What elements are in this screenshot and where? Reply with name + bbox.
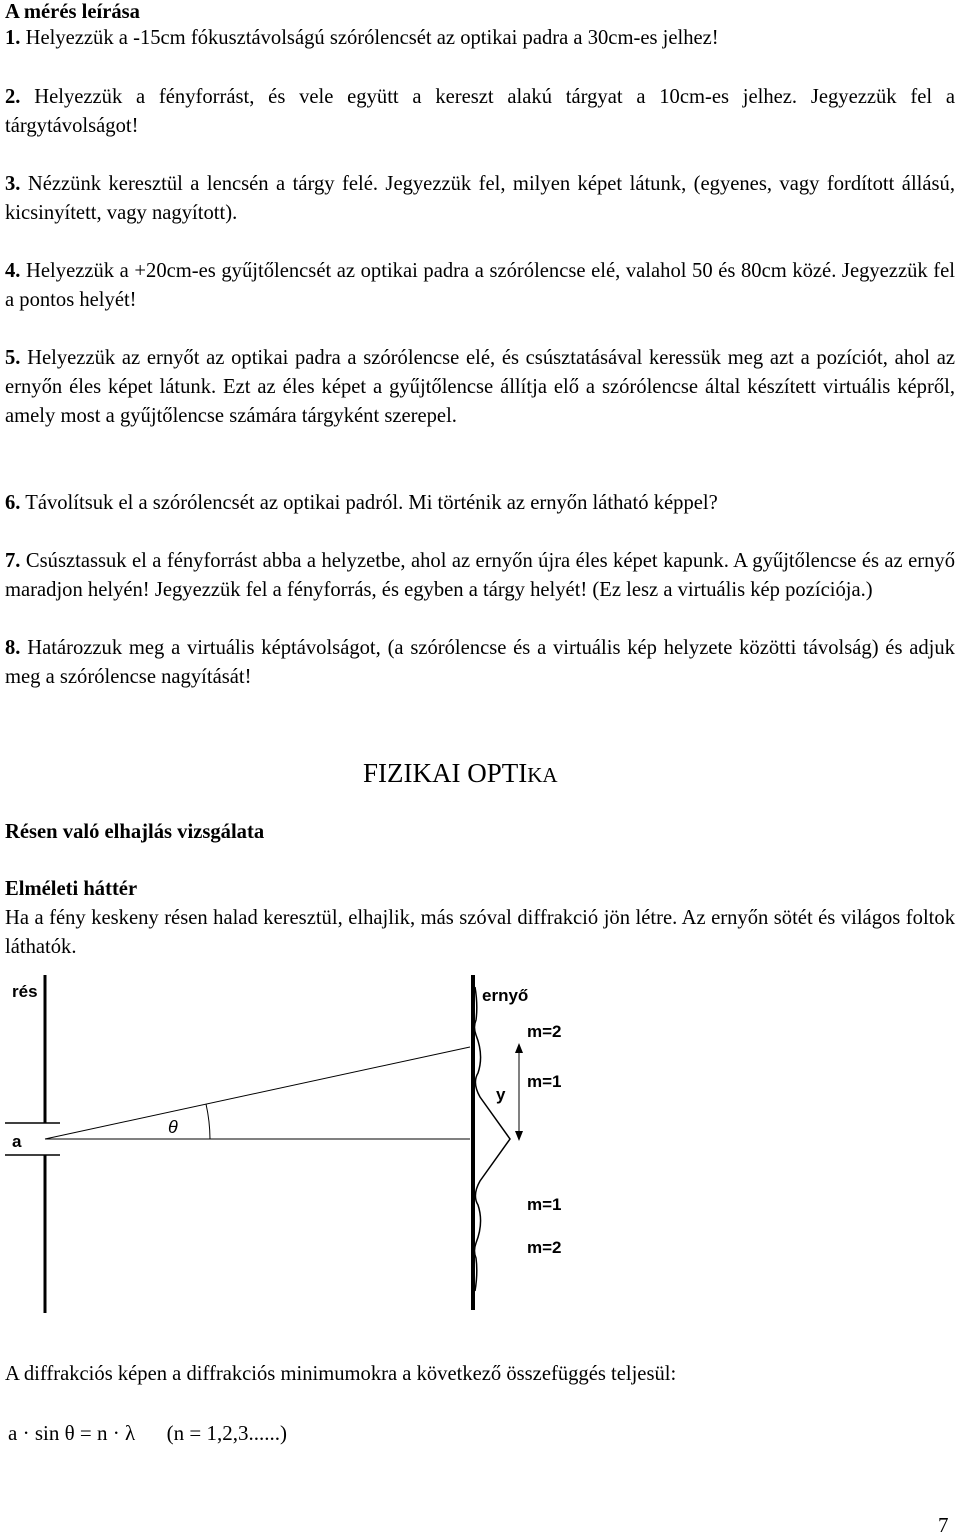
label-slit: rés [12,982,38,1001]
subsection-title: Résen való elhajlás vizsgálata [5,821,265,843]
step-text: Nézzünk keresztül a lencsén a tárgy felé. Jegyezzük fel, milyen képet látunk, (egyenes, vagy fordított állású, kicsinyített, vagy nagyított). [5,173,955,224]
y-arrow-head-bottom [515,1131,523,1141]
label-y: y [496,1085,506,1104]
diffraction-diagram [0,965,600,1325]
step-number: 6. [5,492,21,514]
formula-intro: A diffrakciós képen a diffrakciós minimumokra a következő összefüggés teljesül: [5,1363,677,1385]
label-m2-bottom: m=2 [527,1238,562,1257]
step-5 [5,344,955,431]
section-heading: A mérés leírása [5,1,140,23]
theory-heading: Elméleti háttér [5,878,138,900]
angle-arc [206,1104,210,1139]
diffracted-ray [45,1047,470,1139]
label-screen: ernyő [482,986,529,1005]
label-a: a [12,1132,22,1151]
step-number: 7. [5,550,21,572]
theory-text: Ha a fény keskeny résen halad keresztül, elhajlik, más szóval diffrakció jön létre. Az ernyőn sötét és világos foltok láthatók. [5,907,955,958]
chapter-title-main: FIZIKAI OPTI [363,758,528,788]
step-number: 4. [5,260,21,282]
step-text: Távolítsuk el a szórólencsét az optikai padról. Mi történik az ernyőn látható képpel? [25,492,718,514]
label-m2-top: m=2 [527,1022,562,1041]
step-6 [5,489,955,518]
label-m1-top: m=1 [527,1072,562,1091]
step-1 [5,24,955,53]
step-4 [5,257,955,315]
step-text: Helyezzük a +20cm-es gyűjtőlencsét az optikai padra a szórólencse elé, valahol 50 és 80cm közé. Jegyezzük fel a pontos helyét! [5,260,955,311]
page-number: 7 [938,1513,949,1537]
step-7 [5,547,955,605]
y-arrow-head-top [515,1043,523,1053]
step-text: Határozzuk meg a virtuális képtávolságot, (a szórólencse és a virtuális kép helyzete közötti távolság) és adjuk meg a szórólencse nagyítását! [5,637,955,688]
step-text: Helyezzük a fényforrást, és vele együtt a kereszt alakú tárgyat a 10cm-es jelhez. Jegyezzük fel a tárgytávolságot! [5,86,955,137]
step-text: Helyezzük az ernyőt az optikai padra a szórólencse elé, és csúsztatásával keressük meg azt a pozíciót, ahol az ernyőn éles képet látunk. Ezt az éles képet a gyűjtőlencse állítja elő a szórólencse által készített virtuális képről, amely most a gyűjtőlencse számára tárgyként szerepel. [5,347,955,427]
chapter-title-small: KA [527,763,558,787]
step-3 [5,170,955,228]
label-theta: θ [168,1117,178,1137]
step-number: 2. [5,86,21,108]
step-8 [5,634,955,692]
step-number: 8. [5,637,21,659]
step-number: 1. [5,27,21,49]
label-m1-bottom: m=1 [527,1195,562,1214]
step-2 [5,83,955,141]
step-number: 5. [5,347,21,369]
intensity-profile [475,987,511,1291]
step-text: Csúsztassuk el a fényforrást abba a helyzetbe, ahol az ernyőn újra éles képet kapunk. A gyűjtőlencse és az ernyő maradjon helyén! Jegyezzük fel a fényforrás, és egyben a tárgy helyét! (Ez lesz a virtuális kép pozíciója.) [5,550,956,601]
step-number: 3. [5,173,21,195]
step-text: Helyezzük a -15cm fókusztávolságú szórólencsét az optikai padra a 30cm-es jelhez! [25,27,719,49]
formula: a · sin θ = n · λ (n = 1,2,3......) [8,1421,287,1445]
chapter-title [363,758,558,789]
